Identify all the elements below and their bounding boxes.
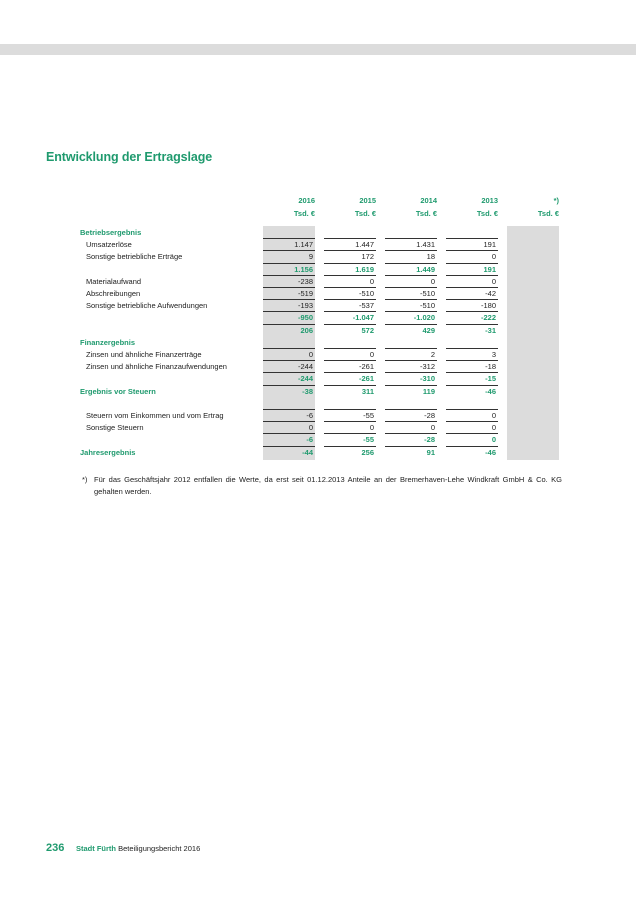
- column-unit-header: Tsd. €: [476, 209, 498, 218]
- footnote-mark: *): [82, 475, 88, 484]
- subtotal-row: [0, 433, 636, 446]
- row-rule: [263, 250, 315, 251]
- row-rule: [324, 250, 376, 251]
- value-cell: -55: [363, 435, 374, 445]
- table-row: [0, 360, 636, 373]
- value-cell: -193: [297, 301, 313, 311]
- row-rule: [263, 421, 315, 422]
- row-label: Zinsen und ähnliche Finanzaufwendungen: [86, 362, 227, 372]
- table-row: [0, 397, 636, 410]
- value-cell: -222: [480, 313, 496, 323]
- row-rule: [385, 360, 437, 361]
- value-cell: -18: [485, 362, 496, 372]
- value-cell: -244: [297, 374, 313, 384]
- section-row: [0, 336, 636, 349]
- column-unit-header: Tsd. €: [293, 209, 315, 218]
- value-cell: -1.047: [352, 313, 374, 323]
- row-rule: [446, 250, 498, 251]
- row-rule: [263, 348, 315, 349]
- row-rule: [324, 275, 376, 276]
- value-cell: -6: [306, 435, 313, 445]
- value-cell: -6: [306, 411, 313, 420]
- value-cell: -519: [297, 289, 313, 298]
- value-cell: 172: [361, 252, 374, 262]
- value-cell: -310: [419, 374, 435, 384]
- row-rule: [446, 409, 498, 410]
- row-rule: [385, 238, 437, 239]
- value-cell: 1.431: [416, 240, 435, 250]
- value-cell: 206: [300, 325, 313, 335]
- row-rule: [324, 348, 376, 349]
- value-cell: 0: [369, 423, 374, 433]
- value-cell: -244: [297, 362, 313, 372]
- value-cell: -15: [485, 374, 496, 384]
- row-rule: [385, 287, 437, 288]
- row-rule: [446, 287, 498, 288]
- row-rule: [446, 299, 498, 300]
- row-rule: [385, 299, 437, 300]
- row-label: Betriebsergebnis: [80, 228, 142, 237]
- subtotal-row: [0, 324, 636, 337]
- row-label: Jahresergebnis: [80, 447, 136, 457]
- value-cell: -42: [485, 289, 496, 298]
- row-rule: [385, 409, 437, 410]
- value-cell: 429: [422, 325, 435, 335]
- value-cell: 9: [308, 252, 313, 262]
- row-rule: [385, 275, 437, 276]
- value-cell: 311: [361, 386, 374, 396]
- column-year-header: 2014: [420, 196, 437, 205]
- value-cell: 1.156: [294, 264, 313, 274]
- value-cell: 0: [308, 423, 313, 433]
- row-rule: [446, 238, 498, 239]
- table-row: [0, 348, 636, 361]
- column-year-header: 2016: [298, 196, 315, 205]
- row-rule: [263, 409, 315, 410]
- row-rule: [324, 421, 376, 422]
- row-label: Zinsen und ähnliche Finanzerträge: [86, 350, 202, 359]
- value-cell: 1.449: [416, 264, 435, 274]
- value-cell: -46: [485, 386, 496, 396]
- value-cell: -31: [485, 325, 496, 335]
- value-cell: -28: [424, 411, 435, 420]
- value-cell: -261: [358, 374, 374, 384]
- column-unit-header: Tsd. €: [415, 209, 437, 218]
- column-unit-header: Tsd. €: [537, 209, 559, 218]
- column-year-header: 2015: [359, 196, 376, 205]
- footer-report-title: Beteiligungsbericht 2016: [118, 844, 201, 853]
- row-label: Materialaufwand: [86, 276, 142, 286]
- value-cell: 0: [491, 435, 496, 445]
- row-rule: [446, 275, 498, 276]
- row-label: Sonstige betriebliche Erträge: [86, 252, 183, 262]
- footnote-text: Für das Geschäftsjahr 2012 entfallen die Werte, da erst seit 01.12.2013 Anteile an der Bremerhaven-Lehe Windkraft GmbH & Co. KG gehalten werden.: [94, 475, 562, 496]
- subtotal-row: [0, 311, 636, 324]
- value-cell: -510: [358, 289, 374, 298]
- top-header-bar: [0, 44, 636, 55]
- column-year-header: *): [553, 196, 559, 205]
- row-rule: [385, 421, 437, 422]
- value-cell: -55: [363, 411, 374, 420]
- row-rule: [385, 250, 437, 251]
- value-cell: 0: [308, 350, 313, 359]
- row-rule: [446, 360, 498, 361]
- row-label: Steuern vom Einkommen und vom Ertrag: [86, 411, 224, 420]
- value-cell: 256: [361, 447, 374, 457]
- table-row: [0, 275, 636, 288]
- value-cell: 3: [491, 350, 496, 359]
- value-cell: 0: [430, 276, 435, 286]
- section-row: [0, 385, 636, 398]
- row-label: Abschreibungen: [86, 289, 141, 298]
- row-label: Umsatzerlöse: [86, 240, 132, 250]
- value-cell: 0: [430, 423, 435, 433]
- section-row: [0, 226, 636, 239]
- value-cell: -38: [302, 386, 313, 396]
- row-label: Finanzergebnis: [80, 337, 136, 347]
- value-cell: -510: [419, 289, 435, 298]
- value-cell: -1.020: [413, 313, 435, 323]
- subtotal-row: [0, 372, 636, 385]
- table-row: [0, 299, 636, 312]
- value-cell: 1.147: [294, 240, 313, 250]
- row-rule: [324, 287, 376, 288]
- row-label: Sonstige Steuern: [86, 423, 144, 433]
- value-cell: 18: [426, 252, 435, 262]
- value-cell: 0: [491, 252, 496, 262]
- value-cell: -510: [419, 301, 435, 311]
- value-cell: -950: [297, 313, 313, 323]
- value-cell: 0: [491, 411, 496, 420]
- table-row: [0, 409, 636, 422]
- column-unit-header: Tsd. €: [354, 209, 376, 218]
- row-rule: [324, 299, 376, 300]
- row-label: Ergebnis vor Steuern: [80, 386, 156, 396]
- footnote: [82, 474, 562, 498]
- value-cell: 0: [491, 423, 496, 433]
- value-cell: 0: [369, 350, 374, 359]
- row-label: Sonstige betriebliche Aufwendungen: [86, 301, 208, 311]
- value-cell: 572: [361, 325, 374, 335]
- row-rule: [263, 360, 315, 361]
- value-cell: 91: [426, 447, 435, 457]
- value-cell: 191: [483, 240, 496, 250]
- subtotal-row: [0, 263, 636, 276]
- value-cell: -238: [297, 276, 313, 286]
- row-rule: [446, 348, 498, 349]
- value-cell: 1.619: [355, 264, 374, 274]
- row-rule: [446, 421, 498, 422]
- value-cell: -261: [358, 362, 374, 372]
- table-row: [0, 287, 636, 300]
- table-row: [0, 250, 636, 263]
- section-row: [0, 446, 636, 459]
- table-row: [0, 421, 636, 434]
- row-rule: [324, 238, 376, 239]
- table-row: [0, 238, 636, 251]
- value-cell: -28: [424, 435, 435, 445]
- row-rule: [263, 299, 315, 300]
- page-footer: [76, 844, 200, 853]
- row-rule: [385, 348, 437, 349]
- column-year-header: 2013: [481, 196, 498, 205]
- row-rule: [324, 360, 376, 361]
- value-cell: 0: [369, 276, 374, 286]
- row-rule: [263, 287, 315, 288]
- value-cell: 191: [483, 264, 496, 274]
- row-rule: [263, 275, 315, 276]
- value-cell: -46: [485, 447, 496, 457]
- value-cell: 119: [422, 386, 435, 396]
- row-rule: [263, 238, 315, 239]
- page-number: 236: [46, 842, 65, 854]
- value-cell: -44: [302, 447, 313, 457]
- page-title: Entwicklung der Ertragslage: [46, 150, 213, 164]
- value-cell: -180: [480, 301, 496, 311]
- value-cell: 0: [491, 276, 496, 286]
- value-cell: 2: [430, 350, 435, 359]
- value-cell: -312: [419, 362, 435, 372]
- row-rule: [324, 409, 376, 410]
- value-cell: -537: [358, 301, 374, 311]
- footer-brand: Stadt Fürth: [76, 844, 116, 853]
- value-cell: 1.447: [355, 240, 374, 250]
